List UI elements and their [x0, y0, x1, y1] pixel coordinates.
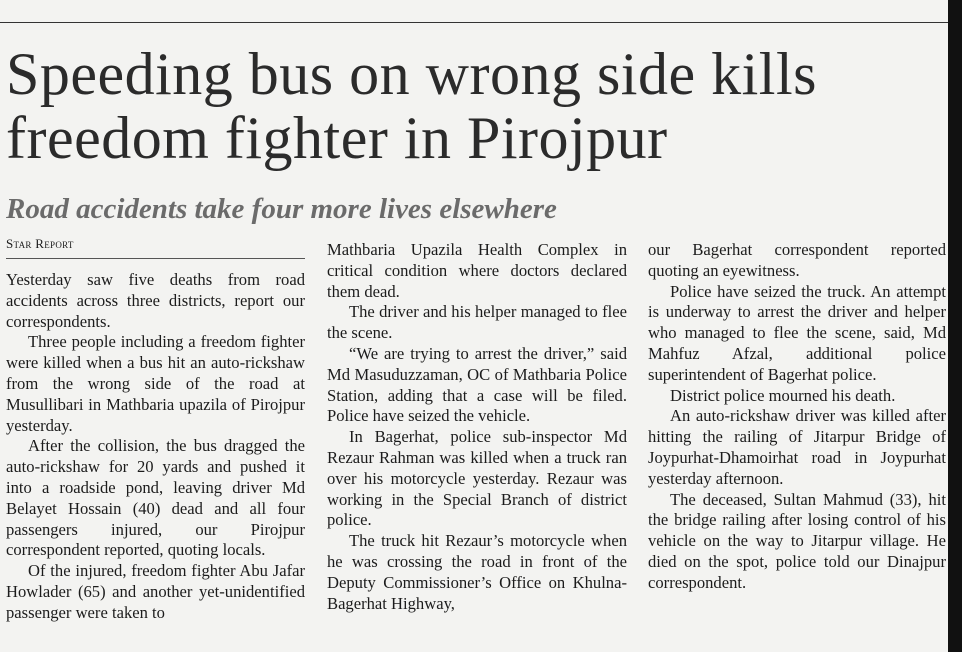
article-subhead: Road accidents take four more lives elsewhere [6, 193, 557, 225]
paragraph: our Bagerhat correspondent reported quoting an eyewitness. [648, 240, 946, 280]
article-column-2 [327, 240, 627, 614]
article-headline: Speeding bus on wrong side kills freedom fighter in Pirojpur [6, 41, 817, 171]
paragraph: “We are trying to arrest the driver,” said Md Masuduzzaman, OC of Mathbaria Police Station, adding that a case will be filed. Police have seized the vehicle. [327, 343, 627, 426]
paragraph: Yesterday saw five deaths from road accidents across three districts, report our correspondents. [6, 270, 305, 331]
paragraph: After the collision, the bus dragged the auto-rickshaw for 20 yards and pushed it into a roadside pond, leaving driver Md Belayet Hossain (40) dead and all four passengers injured, our Pirojpur correspondent reported, quoting locals. [6, 436, 305, 560]
paragraph: Three people including a freedom fighter were killed when a bus hit an auto-rickshaw from the wrong side of the road at Musullibari in Mathbaria upazila of Pirojpur yesterday. [6, 332, 305, 435]
byline: Star Report [6, 236, 74, 251]
paragraph: Mathbaria Upazila Health Complex in critical condition where doctors declared them dead. [327, 240, 627, 301]
paragraph: District police mourned his death. [670, 385, 896, 405]
paragraph: The truck hit Rezaur’s motorcycle when he was crossing the road in front of the Deputy Commissioner’s Office on Khulna-Bagerhat Highway, [327, 531, 627, 613]
paragraph: Of the injured, freedom fighter Abu Jafar Howlader (65) and another yet-unidentified passenger were taken to [6, 561, 305, 622]
article-column-1 [6, 270, 305, 624]
page-edge-shadow [948, 0, 962, 652]
paragraph: In Bagerhat, police sub-inspector Md Rezaur Rahman was killed when a truck ran over his motorcycle yesterday. Rezaur was working in the Special Branch of district police. [327, 427, 627, 530]
byline-divider [6, 258, 305, 259]
paragraph: Police have seized the truck. An attempt is underway to arrest the driver and helper who managed to flee the scene, said, Md Mahfuz Afzal, additional police superintendent of Bagerhat police. [648, 281, 946, 384]
paragraph: An auto-rickshaw driver was killed after hitting the railing of Jitarpur Bridge of Joypurhat-Dhamoirhat road in Joypurhat yesterday afternoon. [648, 406, 946, 488]
article-column-3 [648, 240, 946, 594]
paragraph: The deceased, Sultan Mahmud (33), hit the bridge railing after losing control of his vehicle on the way to Jitarpur village. He died on the spot, police told our Dinajpur correspondent. [648, 489, 946, 592]
top-divider [0, 22, 948, 23]
paragraph: The driver and his helper managed to flee the scene. [327, 302, 627, 343]
